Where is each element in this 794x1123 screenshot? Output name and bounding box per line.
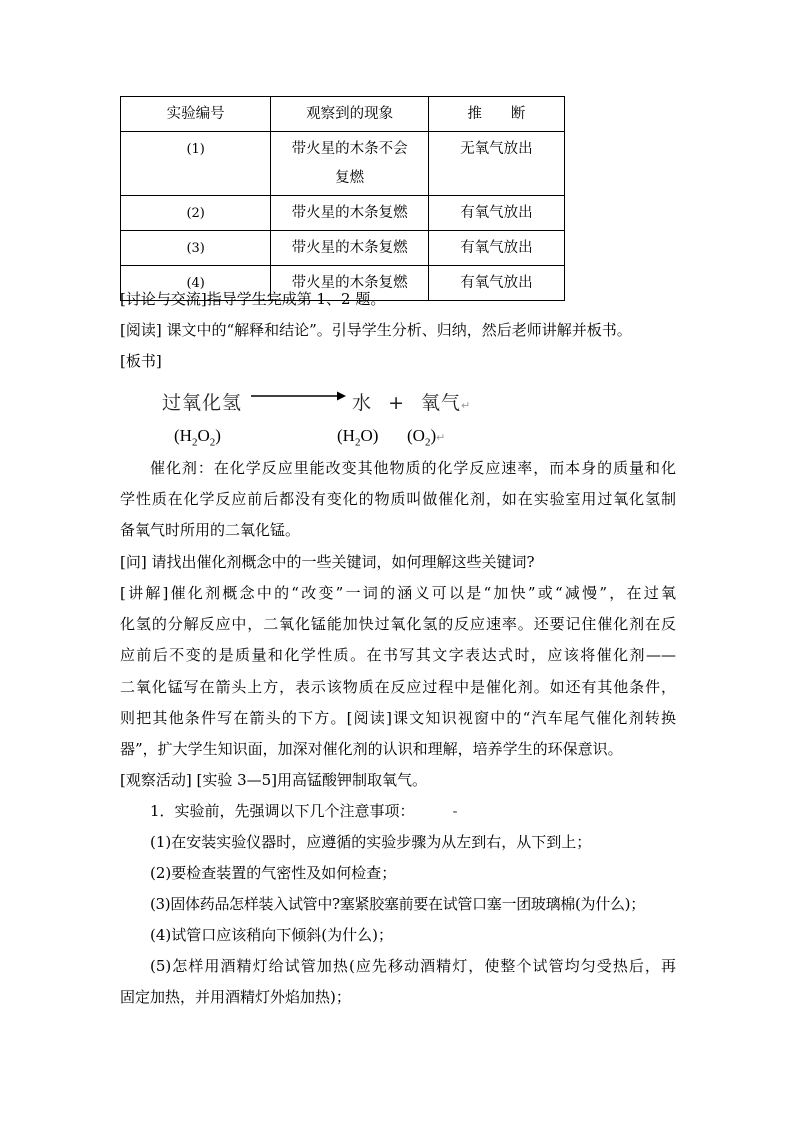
plus-sign: + <box>388 392 405 414</box>
header-experiment-number: 实验编号 <box>121 97 271 132</box>
table-header-row <box>121 97 565 132</box>
cell-inference: 有氧气放出 <box>428 266 564 301</box>
stray-mark: - <box>452 802 458 820</box>
cell-inference: 无氧气放出 <box>428 132 564 196</box>
cell-phenomenon: 带火星的木条复燃 <box>271 266 429 301</box>
formula-part: (O <box>407 426 425 445</box>
table-row <box>121 196 565 231</box>
list-item <box>120 951 676 1013</box>
formula-part: ) <box>430 426 437 445</box>
formula-part: (H <box>174 426 192 445</box>
formula-part: (H <box>337 426 355 445</box>
lecture-paragraph <box>120 578 676 765</box>
formula-h2o <box>337 426 378 448</box>
cell-phenomenon-line: 复燃 <box>335 170 365 186</box>
formula-part: ) <box>215 426 221 445</box>
list-item: (3)固体药品怎样装入试管中?塞紧胶塞前要在试管口塞一团玻璃棉(为什么)； <box>150 895 645 913</box>
formula-subscript: 2 <box>191 436 198 449</box>
formula-subscript: 2 <box>354 436 361 449</box>
list-item: (4)试管口应该稍向下倾斜(为什么)； <box>150 926 393 944</box>
formula-h2o2 <box>174 426 221 448</box>
text-line: 学性质在化学反应前后都没有变化的物质叫做催化剂，如在实验室用过氧化氢制 <box>120 490 676 509</box>
formula-part: O) <box>360 426 379 445</box>
text-line: 应前后不变的是质量和化学性质。在书写其文字表达式时，应该将催化剂—— <box>120 646 676 665</box>
cell-phenomenon: 带火星的木条复燃 <box>271 196 429 231</box>
product-water: 水 <box>352 392 373 414</box>
cell-inference: 有氧气放出 <box>428 196 564 231</box>
cell-phenomenon-line: 带火星的木条不会 <box>291 141 408 157</box>
cell-id: (3) <box>121 231 271 266</box>
cell-phenomenon: 带火星的木条复燃 <box>271 231 429 266</box>
activity-line: [观察活动] [实验 3—5]用高锰酸钾制取氧气。 <box>120 771 428 789</box>
word-equation <box>162 388 242 415</box>
cell-id: (2) <box>121 196 271 231</box>
text-line: 则把其他条件写在箭头的下方。[阅读]课文知识视窗中的“汽车尾气催化剂转换 <box>120 708 676 727</box>
list-item: (2)要检查装置的气密性及如何检查； <box>150 864 397 882</box>
list-item: (1)在安装实验仪器时，应遵循的实验步骤为从左到右，从下到上； <box>150 833 592 851</box>
catalyst-definition <box>120 453 676 547</box>
formula-part: O <box>197 426 210 445</box>
experiment-table <box>120 96 565 301</box>
header-phenomenon: 观察到的现象 <box>271 97 429 132</box>
formula-subscript: 2 <box>424 436 431 449</box>
table-row <box>121 231 565 266</box>
cell-id: (1) <box>121 132 271 196</box>
board-label: [板书] <box>120 352 162 370</box>
text-line: 二氧化锰写在箭头上方，表示该物质在反应过程中是催化剂。如还有其他条件， <box>120 677 676 696</box>
question-line: [问] 请找出催化剂概念中的一些关键词，如何理解这些关键词? <box>120 553 535 571</box>
product-oxygen: 氧气 <box>421 392 462 414</box>
text-line: (5)怎样用酒精灯给试管加热(应先移动酒精灯，使整个试管均匀受热后，再 <box>150 957 676 975</box>
products <box>352 388 471 415</box>
formula-o2 <box>407 426 445 448</box>
text-line: [讲解]催化剂概念中的“改变”一词的涵义可以是“加快”或“减慢”，在过氧 <box>120 584 676 602</box>
paragraph-mark-icon: ↵ <box>461 399 472 412</box>
header-inference: 推 断 <box>428 97 564 132</box>
table-row <box>121 132 565 196</box>
discussion-line: [讨论与交流]指导学生完成第 1、2 题。 <box>120 290 386 308</box>
text-line: 固定加热，并用酒精灯外焰加热)； <box>120 988 351 1007</box>
text-line: 催化剂：在化学反应里能改变其他物质的化学反应速率，而本身的质量和化 <box>150 459 676 477</box>
reactant-name: 过氧化氢 <box>162 392 243 414</box>
cell-phenomenon <box>271 132 429 196</box>
text-line: 器”，扩大学生知识面，加深对催化剂的认识和理解，培养学生的环保意识。 <box>120 740 623 759</box>
cell-id: (4) <box>121 266 271 301</box>
text-line: 化氢的分解反应中，二氧化锰能加快过氧化氢的反应速率。还要记住催化剂在反 <box>120 615 676 634</box>
formula-subscript: 2 <box>209 436 216 449</box>
text-line: 备氧气时所用的二氧化锰。 <box>120 521 301 540</box>
reading-line: [阅读] 课文中的“解释和结论”。引导学生分析、归纳，然后老师讲解并板书。 <box>120 321 632 339</box>
step-1-line <box>150 796 706 827</box>
reaction-arrow-icon <box>251 391 347 401</box>
step-1-text: 1．实验前，先强调以下几个注意事项： <box>150 802 415 820</box>
paragraph-mark-icon: ↵ <box>436 432 446 444</box>
cell-inference: 有氧气放出 <box>428 231 564 266</box>
